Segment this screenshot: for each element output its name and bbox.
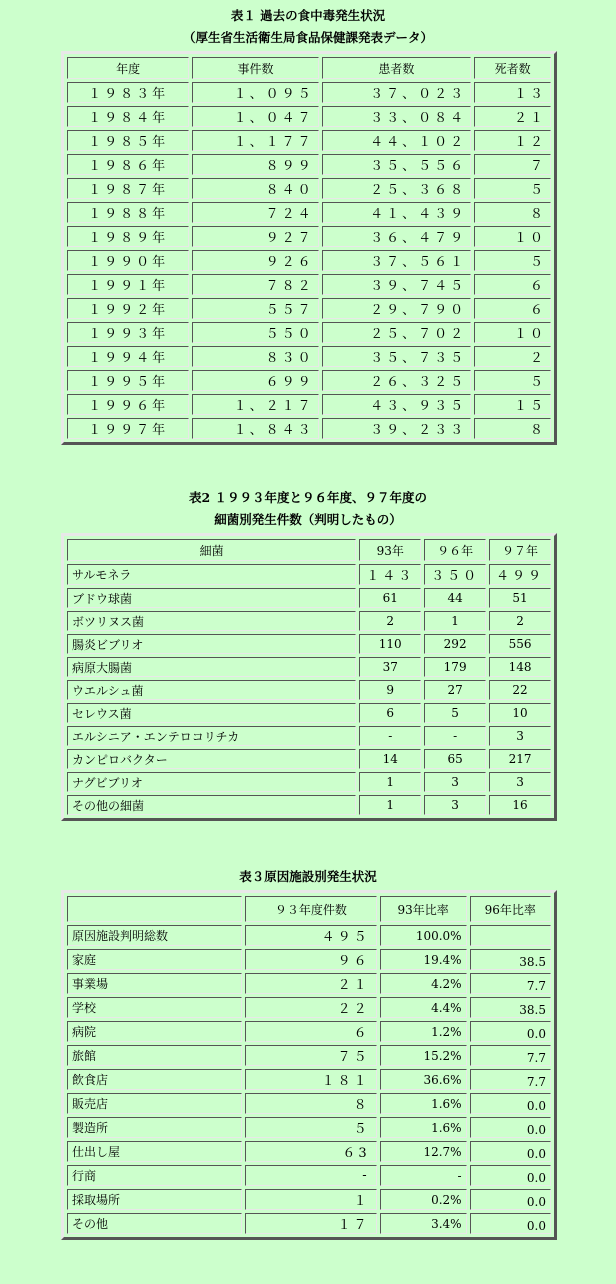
table2-cell: 37 [359, 657, 421, 677]
table1-cell: １、８４３ [192, 418, 318, 439]
table3-cell: 0.0 [470, 1189, 551, 1210]
table1-cell: ５ [474, 370, 551, 391]
table3-cell: 3.4% [380, 1213, 467, 1234]
table3-cell: 7.7 [470, 1069, 551, 1090]
table3-cell: 0.0 [470, 1165, 551, 1186]
table3-cell: 仕出し屋 [67, 1141, 242, 1162]
table1-cell: １３ [474, 82, 551, 103]
table2-header-bacteria: 細菌 [67, 539, 356, 561]
table2-row [67, 564, 551, 585]
table1-cell: １９８５年 [67, 130, 189, 151]
table1-cell: ７２４ [192, 202, 318, 223]
table2-row [67, 749, 551, 769]
table1-cell: １９８８年 [67, 202, 189, 223]
table1-cell: ２ [474, 346, 551, 367]
table2-cell: ４９９ [489, 564, 551, 585]
table3-row [67, 1021, 551, 1042]
table2-cell: 3 [424, 772, 486, 792]
table3-cell: 1.6% [380, 1093, 467, 1114]
table2-cell: 腸炎ビブリオ [67, 634, 356, 654]
table2-header-93: 93年 [359, 539, 421, 561]
table2-cell: １４３ [359, 564, 421, 585]
table1-cell: ２５、３６８ [322, 178, 472, 199]
table2-cell: 16 [489, 795, 551, 815]
table1-cell: １、０９５ [192, 82, 318, 103]
table1-cell: １、０４７ [192, 106, 318, 127]
table1-cell: １、１７７ [192, 130, 318, 151]
table2-cell: セレウス菌 [67, 703, 356, 723]
table2-row [67, 680, 551, 700]
table2-cell: 10 [489, 703, 551, 723]
table3-cell: ２２ [245, 997, 377, 1018]
table3-cell: 0.0 [470, 1117, 551, 1138]
table1-row [67, 394, 551, 415]
table3-cell: ９６ [245, 949, 377, 970]
table1-cell: １、２１７ [192, 394, 318, 415]
table1-row [67, 298, 551, 319]
table2-cell: 6 [359, 703, 421, 723]
table2-cell: 61 [359, 588, 421, 608]
table3-header-96ratio: 96年比率 [470, 896, 551, 922]
table1-cell: ４４、１０２ [322, 130, 472, 151]
table1-cell: ５５７ [192, 298, 318, 319]
table2-cell: サルモネラ [67, 564, 356, 585]
table1-title: 表１ 過去の食中毒発生状況 [230, 8, 386, 23]
table2 [61, 533, 557, 821]
table1-cell: ２１ [474, 106, 551, 127]
table1-cell: １９９５年 [67, 370, 189, 391]
table1-cell: ２５、７０２ [322, 322, 472, 343]
table1-cell: ４３、９３５ [322, 394, 472, 415]
table3-cell: 19.4% [380, 949, 467, 970]
table1-cell: １９９０年 [67, 250, 189, 271]
table3-cell: 36.6% [380, 1069, 467, 1090]
table1-row [67, 202, 551, 223]
table3-cell: 0.0 [470, 1141, 551, 1162]
table2-cell: ボツリヌス菌 [67, 611, 356, 631]
table2-cell: 3 [489, 772, 551, 792]
table1-cell: ５ [474, 250, 551, 271]
table1-cell: ８ [474, 202, 551, 223]
table2-title-line2: 細菌別発生件数（判明したもの） [214, 512, 402, 527]
table3-cell: 販売店 [67, 1093, 242, 1114]
table3-cell: 1.6% [380, 1117, 467, 1138]
table3-row [67, 949, 551, 970]
table2-cell: - [424, 726, 486, 746]
table2-cell: 148 [489, 657, 551, 677]
table3-cell: １８１ [245, 1069, 377, 1090]
table3 [61, 890, 557, 1240]
table2-cell: 1 [359, 795, 421, 815]
table1-cell: ３９、２３３ [322, 418, 472, 439]
table1-header-patients: 患者数 [322, 57, 472, 79]
table1-cell: １９９７年 [67, 418, 189, 439]
table3-cell: 0.0 [470, 1213, 551, 1234]
table1-row [67, 370, 551, 391]
table1-header-year: 年度 [67, 57, 189, 79]
table3-cell: - [380, 1165, 467, 1186]
table3-cell: - [245, 1165, 377, 1186]
table3-cell: ６ [245, 1021, 377, 1042]
table3-cell: 飲食店 [67, 1069, 242, 1090]
table2-cell: 5 [424, 703, 486, 723]
table3-cell: ７５ [245, 1045, 377, 1066]
table2-cell: 217 [489, 749, 551, 769]
table2-cell: 14 [359, 749, 421, 769]
table1-cell: ６ [474, 298, 551, 319]
table3-header-93ratio: 93年比率 [380, 896, 467, 922]
table2-cell: 2 [359, 611, 421, 631]
table1-cell: ５５０ [192, 322, 318, 343]
table3-cell: 1.2% [380, 1021, 467, 1042]
table2-row [67, 611, 551, 631]
table1-cell: ８３０ [192, 346, 318, 367]
table3-row [67, 997, 551, 1018]
table1-cell: ７ [474, 154, 551, 175]
table2-row [67, 588, 551, 608]
table1-row [67, 130, 551, 151]
table2-cell: 22 [489, 680, 551, 700]
table3-cell: 採取場所 [67, 1189, 242, 1210]
table2-cell: その他の細菌 [67, 795, 356, 815]
table3-cell: 病院 [67, 1021, 242, 1042]
table1-row [67, 322, 551, 343]
table1-cell: １９８３年 [67, 82, 189, 103]
table1-cell: ９２７ [192, 226, 318, 247]
table3-cell: １７ [245, 1213, 377, 1234]
table3-cell [470, 925, 551, 946]
table2-cell: 3 [424, 795, 486, 815]
table3-cell: 製造所 [67, 1117, 242, 1138]
table3-cell: 旅館 [67, 1045, 242, 1066]
table3-cell: 4.2% [380, 973, 467, 994]
table2-row [67, 726, 551, 746]
table2-cell: 病原大腸菌 [67, 657, 356, 677]
table3-row [67, 1117, 551, 1138]
table3-cell: 事業場 [67, 973, 242, 994]
table1-row [67, 154, 551, 175]
table1-cell: ２６、３２５ [322, 370, 472, 391]
table3-header-93count: ９３年度件数 [245, 896, 377, 922]
table2-cell: ナグビブリオ [67, 772, 356, 792]
table1-row [67, 274, 551, 295]
table1-row [67, 418, 551, 439]
table3-cell: 学校 [67, 997, 242, 1018]
table3-row [67, 1141, 551, 1162]
table3-body [67, 925, 551, 1234]
table2-title-line1: 表2 １９９３年度と９６年度、９７年度の [188, 490, 428, 505]
table3-row [67, 1165, 551, 1186]
table2-cell: 1 [424, 611, 486, 631]
table3-header-blank [67, 896, 242, 922]
table3-row [67, 1045, 551, 1066]
table1-cell: ３７、０２３ [322, 82, 472, 103]
table3-cell: １ [245, 1189, 377, 1210]
table2-cell: 44 [424, 588, 486, 608]
table1-subtitle: （厚生省生活衛生局食品保健課発表データ） [182, 30, 433, 45]
table1-row [67, 250, 551, 271]
table3-row [67, 1189, 551, 1210]
table1-cell: ８４０ [192, 178, 318, 199]
table2-cell: 2 [489, 611, 551, 631]
table1-cell: １９８９年 [67, 226, 189, 247]
table2-row [67, 795, 551, 815]
table3-cell: 0.2% [380, 1189, 467, 1210]
table2-row [67, 657, 551, 677]
table2-header-97: ９７年 [489, 539, 551, 561]
table1-row [67, 178, 551, 199]
table1-cell: ６９９ [192, 370, 318, 391]
table1-cell: ８ [474, 418, 551, 439]
table2-cell: ウエルシュ菌 [67, 680, 356, 700]
table3-cell: 行商 [67, 1165, 242, 1186]
table3-row [67, 1093, 551, 1114]
table2-row [67, 703, 551, 723]
table2-cell: 1 [359, 772, 421, 792]
table2-cell: 179 [424, 657, 486, 677]
table1-cell: ３６、４７９ [322, 226, 472, 247]
table3-cell: 4.4% [380, 997, 467, 1018]
table3-cell: 7.7 [470, 973, 551, 994]
table1-cell: １９９２年 [67, 298, 189, 319]
table1-cell: ２９、７９０ [322, 298, 472, 319]
table1-body [67, 82, 551, 439]
table2-cell: 65 [424, 749, 486, 769]
table2-body [67, 564, 551, 815]
table2-row [67, 772, 551, 792]
table1-row [67, 82, 551, 103]
table3-cell: ２１ [245, 973, 377, 994]
table1-cell: １９９４年 [67, 346, 189, 367]
table3-cell: ５ [245, 1117, 377, 1138]
table1-cell: ３３、０８４ [322, 106, 472, 127]
table1-cell: ３７、５６１ [322, 250, 472, 271]
table2-cell: 51 [489, 588, 551, 608]
table1-header-deaths: 死者数 [474, 57, 551, 79]
table1-cell: １５ [474, 394, 551, 415]
table1-header-cases: 事件数 [192, 57, 318, 79]
table3-cell: 12.7% [380, 1141, 467, 1162]
table2-cell: 110 [359, 634, 421, 654]
table3-row [67, 1213, 551, 1234]
table3-cell: 100.0% [380, 925, 467, 946]
table2-cell: 9 [359, 680, 421, 700]
table2-cell: 292 [424, 634, 486, 654]
table3-row [67, 1069, 551, 1090]
table2-header-96: ９６年 [424, 539, 486, 561]
table1-cell: １０ [474, 226, 551, 247]
table3-cell: その他 [67, 1213, 242, 1234]
table2-cell: ブドウ球菌 [67, 588, 356, 608]
table1-cell: ８９９ [192, 154, 318, 175]
table3-cell: ６3 [245, 1141, 377, 1162]
table1-row [67, 226, 551, 247]
table1-row [67, 106, 551, 127]
table2-cell: 3 [489, 726, 551, 746]
table3-cell: ４９５ [245, 925, 377, 946]
table1-cell: １９８６年 [67, 154, 189, 175]
table1-cell: ４１、４３９ [322, 202, 472, 223]
table1-cell: １２ [474, 130, 551, 151]
table3-cell: 家庭 [67, 949, 242, 970]
table1-cell: ６ [474, 274, 551, 295]
table1-cell: １９８４年 [67, 106, 189, 127]
table1-cell: １９９３年 [67, 322, 189, 343]
table2-cell: 27 [424, 680, 486, 700]
table3-cell: 7.7 [470, 1045, 551, 1066]
table3-cell: 0.0 [470, 1093, 551, 1114]
table1-cell: １０ [474, 322, 551, 343]
table3-row [67, 973, 551, 994]
table1-cell: ３５、５５６ [322, 154, 472, 175]
table1 [61, 51, 557, 445]
table3-cell: ８ [245, 1093, 377, 1114]
table2-cell: - [359, 726, 421, 746]
table1-cell: ５ [474, 178, 551, 199]
table3-cell: 38.5 [470, 997, 551, 1018]
table1-cell: １９８７年 [67, 178, 189, 199]
table1-cell: １９９６年 [67, 394, 189, 415]
table1-row [67, 346, 551, 367]
table2-cell: カンピロバクター [67, 749, 356, 769]
table3-title: 表３原因施設別発生状況 [239, 869, 377, 884]
table3-row [67, 925, 551, 946]
table2-cell: ３５０ [424, 564, 486, 585]
table1-cell: ３９、７４５ [322, 274, 472, 295]
table3-cell: 0.0 [470, 1021, 551, 1042]
table1-cell: ７８２ [192, 274, 318, 295]
table2-row [67, 634, 551, 654]
table1-cell: ３５、７３５ [322, 346, 472, 367]
table3-cell: 38.5 [470, 949, 551, 970]
table3-cell: 15.2% [380, 1045, 467, 1066]
table2-cell: 556 [489, 634, 551, 654]
table1-cell: １９９１年 [67, 274, 189, 295]
table1-cell: ９２６ [192, 250, 318, 271]
table2-cell: エルシニア・エンテロコリチカ [67, 726, 356, 746]
table3-cell: 原因施設判明総数 [67, 925, 242, 946]
